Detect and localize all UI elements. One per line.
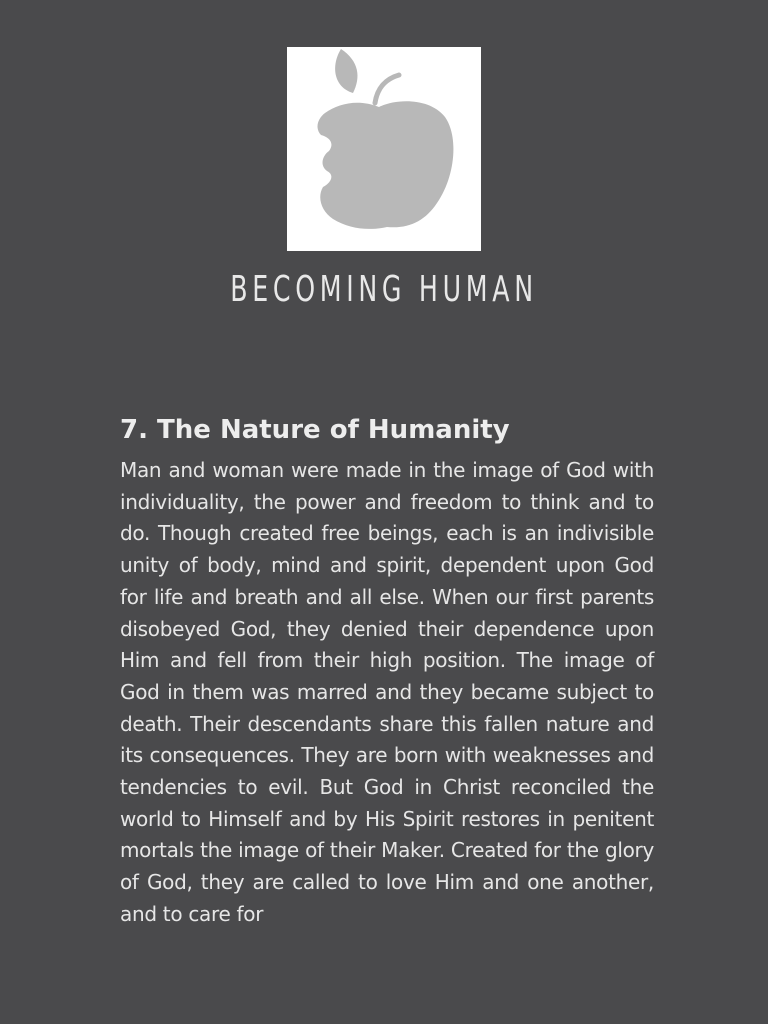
brand-title: BECOMING HUMAN	[230, 269, 538, 310]
bitten-apple-icon	[287, 47, 481, 251]
apple-body	[318, 101, 454, 229]
apple-leaf	[335, 49, 357, 93]
section-body-text: Man and woman were made in the image of God with individuality, the power and freedom to think and to do. Though created free beings, each is an indivisible unity of body, mind and spirit, dependent upon God for life and breath and all else. When our first parents disobeyed God, they denied their dependence upon Him and fell from their high position. The image of God in them was marred and they became subject to death. Their descendants share this fallen nature and its consequences. They are born with weaknesses and tendencies to evil. But God in Christ reconciled the world to Himself and by His Spirit restores in penitent mortals the image of their Maker. Created for the glory of God, they are called to love Him and one another, and to care for	[120, 458, 654, 926]
section-heading: 7. The Nature of Humanity	[120, 415, 510, 445]
logo-box	[287, 47, 481, 251]
apple-stem	[375, 75, 399, 103]
